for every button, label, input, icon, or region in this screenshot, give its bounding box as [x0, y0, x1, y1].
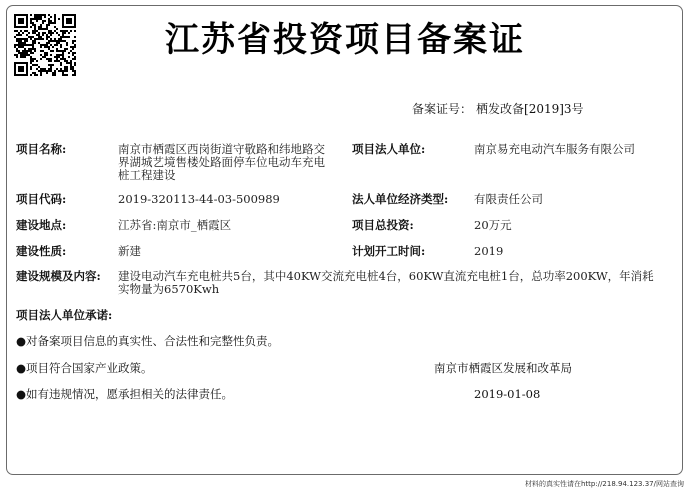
legal-entity-value: 南京易充电动汽车服务有限公司 — [474, 142, 635, 156]
scale-label: 建设规模及内容: — [16, 269, 101, 283]
certificate-frame — [6, 5, 683, 475]
project-name-label: 项目名称: — [16, 142, 67, 156]
nature-value: 新建 — [118, 244, 141, 258]
issue-date: 2019-01-08 — [474, 387, 541, 401]
project-code-value: 2019-320113-44-03-500989 — [118, 192, 280, 206]
verification-footer: 材料的真实性请在http://218.94.123.37/网站查询 — [524, 480, 684, 488]
legal-entity-label: 项目法人单位: — [352, 142, 426, 156]
economic-type-label: 法人单位经济类型: — [352, 192, 449, 206]
commitment-item: ●项目符合国家产业政策。 — [16, 361, 153, 375]
total-investment-value: 20万元 — [474, 218, 512, 232]
total-investment-label: 项目总投资: — [352, 218, 414, 232]
filing-number-value: 栖发改备[2019]3号 — [476, 102, 584, 116]
issuer-name: 南京市栖霞区发展和改革局 — [434, 361, 572, 375]
commitment-item: ●对备案项目信息的真实性、合法性和完整性负责。 — [16, 334, 280, 348]
certificate-title: 江苏省投资项目备案证 — [165, 20, 525, 60]
start-time-value: 2019 — [474, 244, 504, 258]
nature-label: 建设性质: — [16, 244, 67, 258]
location-label: 建设地点: — [16, 218, 67, 232]
scale-value: 建设电动汽车充电桩共5台，其中40KW交流充电桩4台，60KW直流充电桩1台，总功率200KW，年消耗实物量为6570Kwh — [118, 269, 654, 296]
commitment-heading: 项目法人单位承诺: — [16, 308, 113, 322]
project-code-label: 项目代码: — [16, 192, 67, 206]
location-value: 江苏省:南京市_栖霞区 — [118, 218, 232, 232]
filing-number — [412, 100, 588, 117]
start-time-label: 计划开工时间: — [352, 244, 426, 258]
filing-number-label: 备案证号： — [412, 102, 473, 116]
commitment-item: ●如有违规情况，愿承担相关的法律责任。 — [16, 387, 234, 401]
economic-type-value: 有限责任公司 — [474, 192, 543, 206]
project-name-value: 南京市栖霞区西岗街道守敬路和纬地路交界湖城艺境售楼处路面停车位电动车充电桩工程建设 — [118, 142, 325, 182]
